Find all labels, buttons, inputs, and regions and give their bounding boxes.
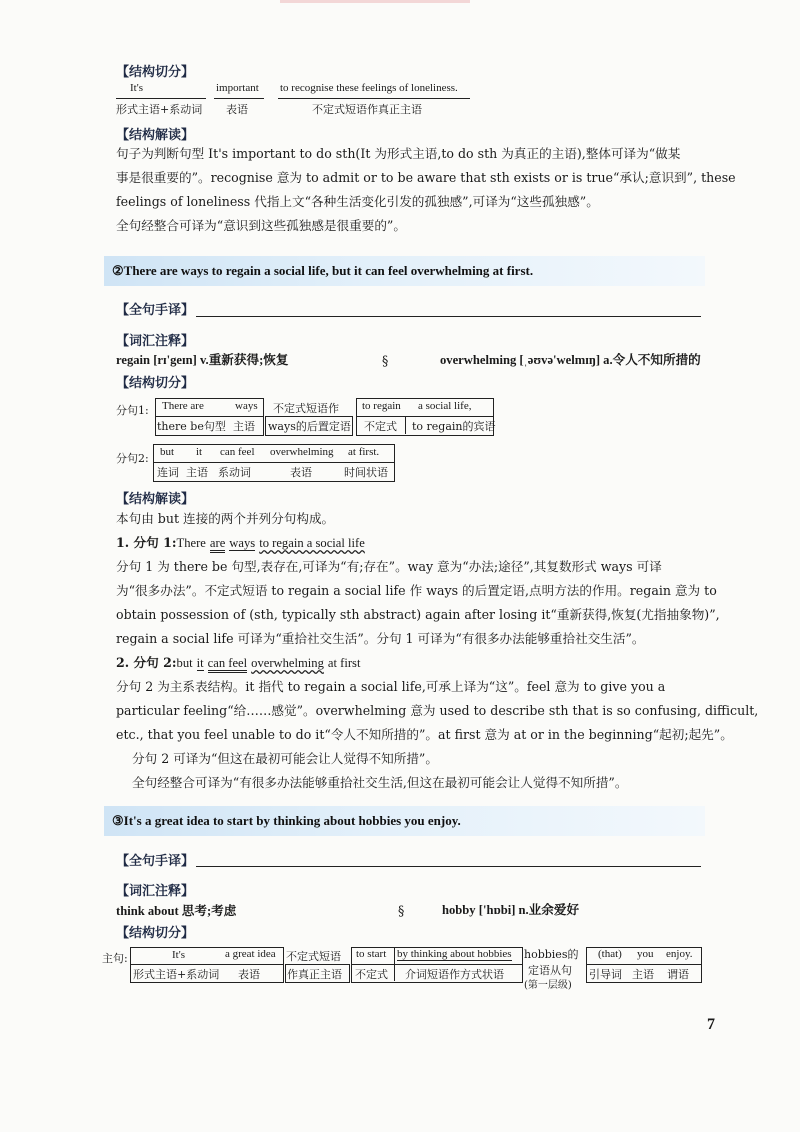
s3-subj-verb: 形式主语+系动词 [133, 968, 220, 981]
translate-heading: 【全句手译】 [116, 303, 195, 318]
split-important: important [216, 82, 259, 94]
h2-over: overwhelming [251, 656, 324, 670]
paragraph: 分句 1 为 there be 句型,表存在,可译为“有;存在”。way 意为“办法;途径”,其复数形式 ways 可译 [116, 559, 662, 574]
h1-inf: to regain a social life [259, 536, 365, 550]
vocab-heading: 【词汇注释】 [116, 334, 195, 349]
h1-ways: ways [229, 536, 256, 550]
s3-subj: 主语 [632, 968, 654, 981]
paragraph: regain a social life 可译为“重拾社交生活”。分句 1 可译为“有很多办法能够重拾社交生活”。 [116, 631, 645, 646]
c1-infshort: 不定式 [364, 420, 397, 433]
clause-1-heading-label: 1. 分句 1: [116, 535, 177, 550]
paragraph: 事是很重要的”。recognise 意为 to admit or to be aware that sth exists or is true“承认;意识到”, these [116, 170, 736, 185]
s3-verb: 谓语 [667, 968, 689, 981]
paragraph: 全句经整合可译为“有很多办法能够重拾社交生活,但这在最初可能会让人觉得不知所措”。 [132, 775, 628, 790]
clause-2-label: 分句2: [116, 452, 149, 465]
divider [155, 416, 263, 417]
clause-1-heading [116, 532, 365, 554]
s3-enjoy: enjoy. [666, 948, 693, 960]
c2-but: but [160, 446, 175, 458]
s3-attr: 定语从句 [528, 964, 572, 977]
label-inf: 不定式短语作真正主语 [312, 103, 422, 116]
s3-level: (第一层级) [524, 980, 572, 991]
split-underline [214, 98, 264, 99]
c1-ways: ways [235, 400, 258, 412]
h2-can-feel: can feel [208, 656, 248, 673]
c1-there-are: There are [162, 400, 204, 412]
c2-adv: 时间状语 [344, 466, 388, 479]
translate-blank-line[interactable] [196, 866, 701, 867]
sentence-3-banner [104, 806, 705, 836]
c1-subj: 主语 [233, 420, 255, 433]
c2-subj: 主语 [186, 466, 208, 479]
h1-are: are [210, 536, 225, 553]
structure-read-heading: 【结构解读】 [116, 492, 195, 507]
clause-1-label: 分句1: [116, 404, 149, 417]
clause-2-heading [116, 652, 360, 674]
c2-at-first: at first. [348, 446, 380, 458]
clause-2-heading-label: 2. 分句 2: [116, 655, 177, 670]
h2-it: it [196, 656, 204, 670]
h1-there: There [176, 536, 206, 550]
structure-split-heading: 【结构切分】 [116, 65, 195, 80]
divider [405, 416, 406, 434]
label-subj-verb: 形式主语+系动词 [116, 103, 203, 116]
page-number: 7 [707, 1016, 715, 1033]
structure-read-heading: 【结构解读】 [116, 128, 195, 143]
s3-great-idea: a great idea [225, 948, 276, 960]
vocab-hobby: hobby ['hɒbi] n.业余爱好 [442, 903, 580, 917]
s3-pred: 表语 [238, 968, 260, 981]
sentence-2-title: ②There are ways to regain a social life, but it can feel overwhelming at first. [112, 263, 534, 278]
divider [586, 964, 701, 965]
paragraph: 分句 2 为主系表结构。it 指代 to regain a social life,可承上译为“这”。feel 意为 to give you a [116, 679, 666, 694]
c1-post: ways的后置定语 [268, 420, 351, 433]
c1-inf: 不定式短语作 [273, 402, 339, 415]
main-clause-label: 主句: [102, 952, 128, 965]
s3-by-thinking: by thinking about hobbies [397, 948, 512, 960]
intro-paragraph: 本句由 but 连接的两个并列分句构成。 [116, 511, 335, 526]
s3-real-subj: 作真正主语 [287, 968, 342, 981]
vocab-separator: § [382, 353, 389, 368]
paragraph: particular feeling“给……感觉”。overwhelming 意为 used to describe sth that is so confusing, difficult, [116, 703, 759, 718]
s3-hobbies-de: hobbies的 [524, 948, 579, 961]
label-pred: 表语 [226, 103, 248, 116]
c2-it: it [196, 446, 203, 458]
c2-overwhelming: overwhelming [270, 446, 334, 458]
c1-obj: to regain的宾语 [412, 420, 496, 433]
paragraph: 为“很多办法”。不定式短语 to regain a social life 作 ways 的后置定语,点明方法的作用。regain 意为 to [116, 583, 717, 598]
paragraph: 句子为判断句型 It's important to do sth(It 为形式主语,to do sth 为真正的主语),整体可译为“做某 [116, 146, 681, 161]
split-recognise: to recognise these feelings of loneliness. [280, 82, 458, 94]
s3-to-start: to start [356, 948, 387, 960]
c1-social: a social life, [418, 400, 472, 412]
structure-split-heading: 【结构切分】 [116, 926, 195, 941]
c2-verb: 系动词 [218, 466, 251, 479]
divider [130, 964, 283, 965]
vocab-think-about [116, 900, 236, 922]
vocab-heading: 【词汇注释】 [116, 884, 195, 899]
split-underline [278, 98, 470, 99]
s3-inf-act: 不定式短语 [286, 950, 341, 963]
structure-split-heading: 【结构切分】 [116, 376, 195, 391]
divider [351, 964, 522, 965]
h2-but: but [176, 656, 193, 670]
sentence-2-banner [104, 256, 705, 286]
c2-conj: 连词 [157, 466, 179, 479]
paragraph: feelings of loneliness 代指上文“各种生活变化引发的孤独感”,可译为“这些孤独感”。 [116, 194, 599, 209]
vocab-think-about-text: think about 思考;考虑 [116, 904, 237, 918]
c2-pred: 表语 [290, 466, 312, 479]
split-underline [116, 98, 206, 99]
vocab-overwhelming: overwhelming [ˌəʊvə'welmɪŋ] a.令人不知所措的 [440, 353, 701, 367]
split-its: It's [130, 82, 143, 94]
vocab-regain: regain [rɪ'geɪn] v.重新获得;恢复 [116, 353, 289, 367]
h2-at-first: at first [327, 656, 361, 670]
paragraph: obtain possession of (sth, typically sth abstract) again after losing it“重新获得,恢复(尤指抽象物)”, [116, 607, 720, 622]
divider [394, 947, 395, 981]
divider [356, 416, 493, 417]
paragraph: 分句 2 可译为“但这在最初可能会让人觉得不知所措”。 [132, 751, 438, 766]
divider [153, 462, 394, 463]
s3-inf: 不定式 [355, 968, 388, 981]
top-edge-mark [280, 0, 470, 3]
c2-can-feel: can feel [220, 446, 255, 458]
c1-therebe: there be句型 [157, 420, 226, 433]
s3-rel: 引导词 [589, 968, 622, 981]
vocab-separator: § [398, 903, 405, 918]
translate-heading: 【全句手译】 [116, 854, 195, 869]
s3-prep: 介词短语作方式状语 [405, 968, 504, 981]
translate-blank-line[interactable] [196, 316, 701, 317]
c1-to-regain: to regain [362, 400, 401, 412]
s3-that: (that) [598, 948, 622, 960]
sentence-3-title: ③It's a great idea to start by thinking about hobbies you enjoy. [112, 813, 461, 828]
s3-you: you [637, 948, 654, 960]
paragraph: 全句经整合可译为“意识到这些孤独感是很重要的”。 [116, 218, 406, 233]
s3-its: It's [172, 949, 185, 961]
paragraph: etc., that you feel unable to do it“令人不知所措的”。at first 意为 at or in the beginning“起初;起先”。 [116, 727, 733, 742]
